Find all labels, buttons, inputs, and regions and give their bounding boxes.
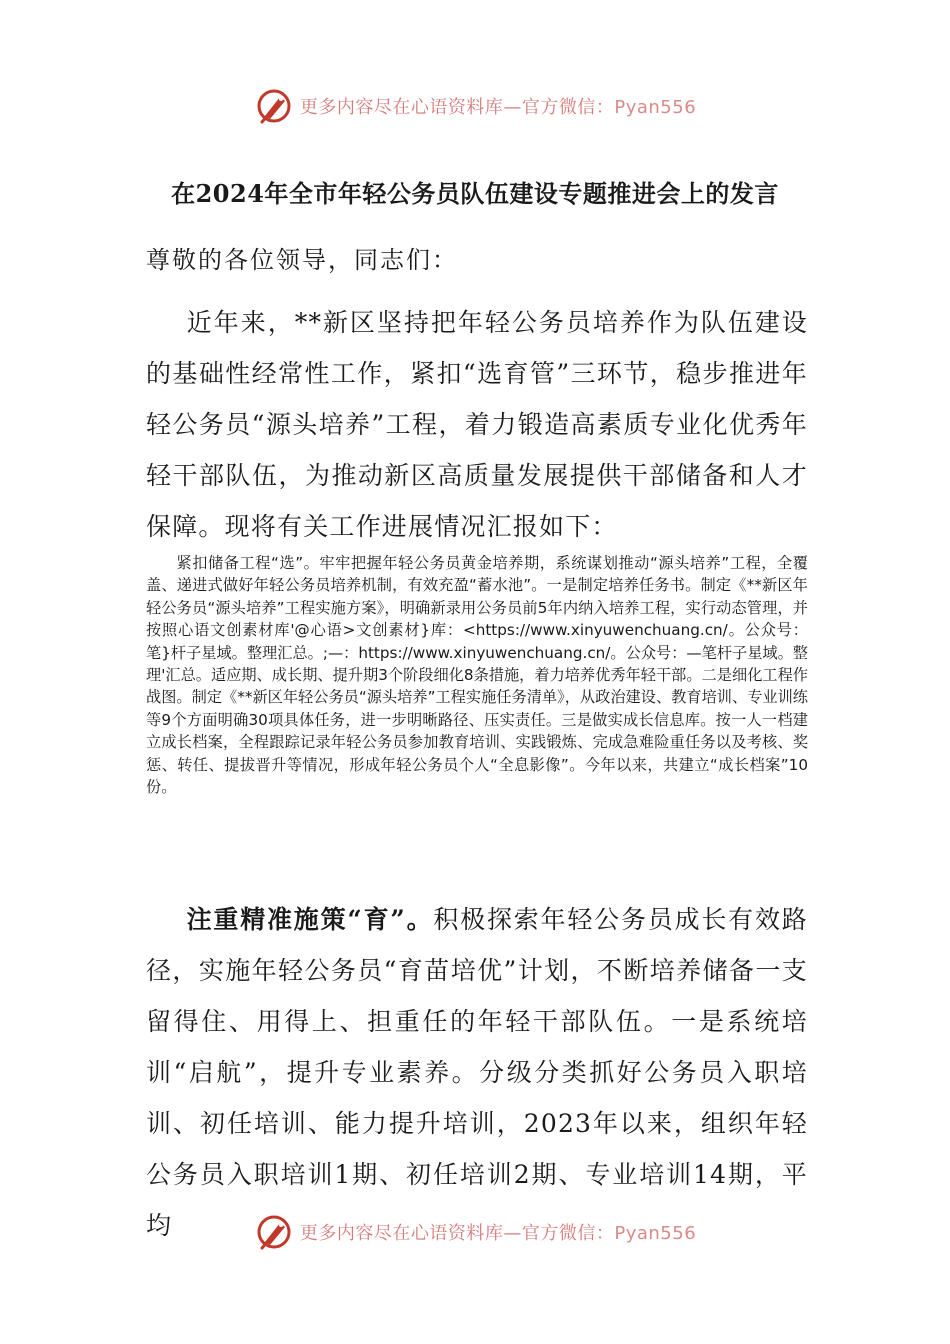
- section2-body: 积极探索年轻公务员成长有效路径，实施年轻公务员“育苗培优”计划，不断培养储备一支留得住、用得上、担重任的年轻干部队伍。一是系统培训“启航”，提升专业素养。分级分类抓好公务员入职培训、初任培训、能力提升培训，2023年以来，组织年轻公务员入职培训1期、初任培训2期、专业培训14期，平均: [146, 905, 808, 1240]
- document-title: 在2024年全市年轻公务员队伍建设专题推进会上的发言: [171, 179, 779, 208]
- salutation: 尊敬的各位领导，同志们：: [146, 246, 458, 274]
- pen-nib-seal-icon: [254, 1212, 294, 1252]
- section2-heading: 注重精准施策“育”。: [186, 905, 434, 934]
- banner-wechat-id: Pyan556: [614, 1223, 697, 1244]
- section1-paragraph: 紧扣储备工程“选”。牢牢把握年轻公务员黄金培养期，系统谋划推动“源头培养”工程，全覆盖、递进式做好年轻公务员培养机制，有效充盈“蓄水池”。一是制定培养任务书。制定《**新区年轻公务员“源头培养”工程实施方案》，明确新录用公务员前5年内纳入培养工程，实行动态管理，并按照心语文创素材库'@心语>文创素材}库：<https://www.xinyuwenchuang.cn/。公众号：笔}杆子星域。整理汇总。;—：https://www.xinyuwenchuang.cn/。公众号：—笔杆子星域。整理'汇总。适应期、成长期、提升期3个阶段细化8条措施，着力培养优秀年轻干部。二是细化工程作战图。制定《**新区年轻公务员“源头培养”工程实施任务清单》，从政治建设、教育培训、专业训练等9个方面明确30项具体任务，进一步明晰路径、压实责任。三是做实成长信息库。按一人一档建立成长档案，全程跟踪记录年轻公务员参加教育培训、实践锻炼、完成急难险重任务以及考核、奖惩、转任、提拔晋升等情况，形成年轻公务员个人“全息影像”。今年以来，共建立“成长档案”10份。: [146, 554, 808, 797]
- footer-banner: [0, 1210, 950, 1254]
- header-banner: [0, 84, 950, 128]
- intro-paragraph: 近年来，**新区坚持把年轻公务员培养作为队伍建设的基础性经常性工作，紧扣“选育管”三环节，稳步推进年轻公务员“源头培养”工程，着力锻造高素质专业化优秀年轻干部队伍，为推动新区高质量发展提供干部储备和人才保障。现将有关工作进展情况汇报如下：: [146, 308, 808, 541]
- pen-nib-seal-icon: [254, 86, 294, 126]
- banner-wechat-id: Pyan556: [614, 97, 697, 118]
- banner-text: 更多内容尽在心语资料库—官方微信：Pyan556: [299, 97, 697, 118]
- banner-text: 更多内容尽在心语资料库—官方微信：Pyan556: [299, 1223, 697, 1244]
